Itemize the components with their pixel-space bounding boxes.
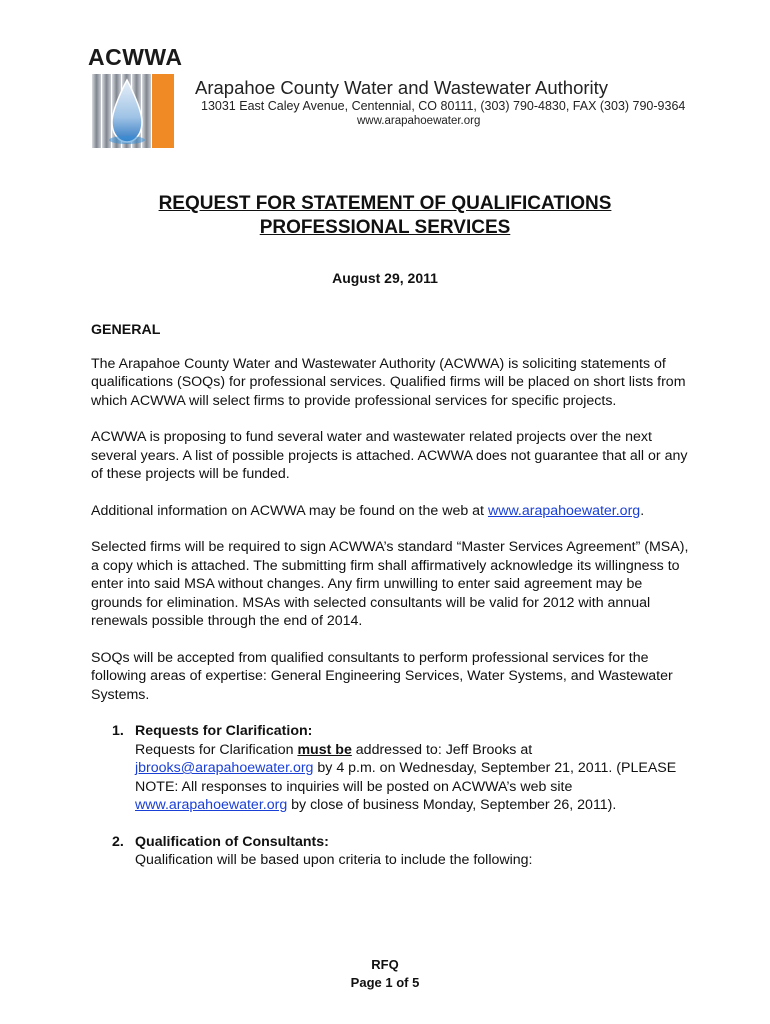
paragraph-intro: The Arapahoe County Water and Wastewater Authority (ACWWA) is soliciting statements of qualifications (SOQs) for professional services. Qualified firms will be placed on short lists from which ACWWA will select firms to provide professional services for specific projects.	[91, 355, 686, 409]
numbered-list	[91, 722, 691, 870]
item-number: 2.	[112, 833, 124, 850]
website-link[interactable]: www.arapahoewater.org	[487, 502, 641, 519]
clarification-text-c: by 4 p.m. on Wednesday, September 21, 2011. (PLEASE NOTE: All responses to inquiries will be posted on ACWWA’s web site	[135, 760, 677, 795]
clarification-text-b: addressed to: Jeff Brooks at	[351, 741, 533, 758]
footer-rfq: RFQ	[371, 957, 399, 972]
item-heading-qualification: Qualification of Consultants:	[135, 833, 329, 850]
clarification-text-d: by close of business Monday, September 26, 2011).	[287, 797, 617, 813]
website-link-clarification[interactable]: www.arapahoewater.org	[135, 797, 288, 813]
clarification-text-a: Requests for Clarification	[135, 741, 298, 758]
additional-info-text: Additional information on ACWWA may be found on the web at	[91, 502, 485, 519]
email-link[interactable]: jbrooks@arapahoewater.org	[135, 760, 314, 776]
acwwa-logo	[88, 44, 184, 148]
document-date: August 29, 2011	[332, 270, 438, 286]
footer-page-number: Page 1 of 5	[350, 975, 420, 990]
item-number: 1.	[112, 723, 124, 739]
paragraph-additional-info	[91, 502, 691, 521]
document-title-line2: PROFESSIONAL SERVICES	[259, 217, 511, 238]
paragraph-msa: Selected firms will be required to sign ACWWA’s standard “Master Services Agreement” (MSA), a copy which is attached. The submitting firm shall affirmatively acknowledge its willingness to enter into said MSA without changes. Any firm unwilling to enter said agreement may be grounds for elimination. MSAs with selected consultants will be valid for 2012 with annual renewals possible through the end of 2014.	[91, 539, 689, 629]
organization-website[interactable]: www.arapahoewater.org	[357, 115, 481, 127]
list-item-clarification	[91, 722, 691, 815]
paragraph-projects: ACWWA is proposing to fund several water and wastewater related projects over the next several years. A list of possible projects is attached. ACWWA does not guarantee that all or any of these projects will be funded.	[91, 429, 688, 482]
paragraph-expertise: SOQs will be accepted from qualified consultants to perform professional services for the following areas of expertise: General Engineering Services, Water Systems, and Wastewater Systems.	[91, 649, 673, 703]
document-body	[91, 321, 691, 888]
item-heading-clarification: Requests for Clarification:	[135, 723, 313, 739]
list-item-qualification	[91, 833, 691, 870]
logo-text: ACWWA	[88, 44, 183, 70]
clarification-emphasis: must be	[297, 741, 352, 758]
qualification-text: Qualification will be based upon criteria to include the following:	[135, 852, 533, 868]
document-title-line1: REQUEST FOR STATEMENT OF QUALIFICATIONS	[158, 193, 612, 214]
water-drop-logo-icon	[92, 74, 174, 148]
additional-info-period: .	[640, 502, 645, 519]
organization-name: Arapahoe County Water and Wastewater Authority	[195, 77, 609, 98]
section-heading-general: GENERAL	[91, 322, 161, 338]
organization-address: 13031 East Caley Avenue, Centennial, CO 80111, (303) 790-4830, FAX (303) 790-9364	[201, 99, 686, 113]
